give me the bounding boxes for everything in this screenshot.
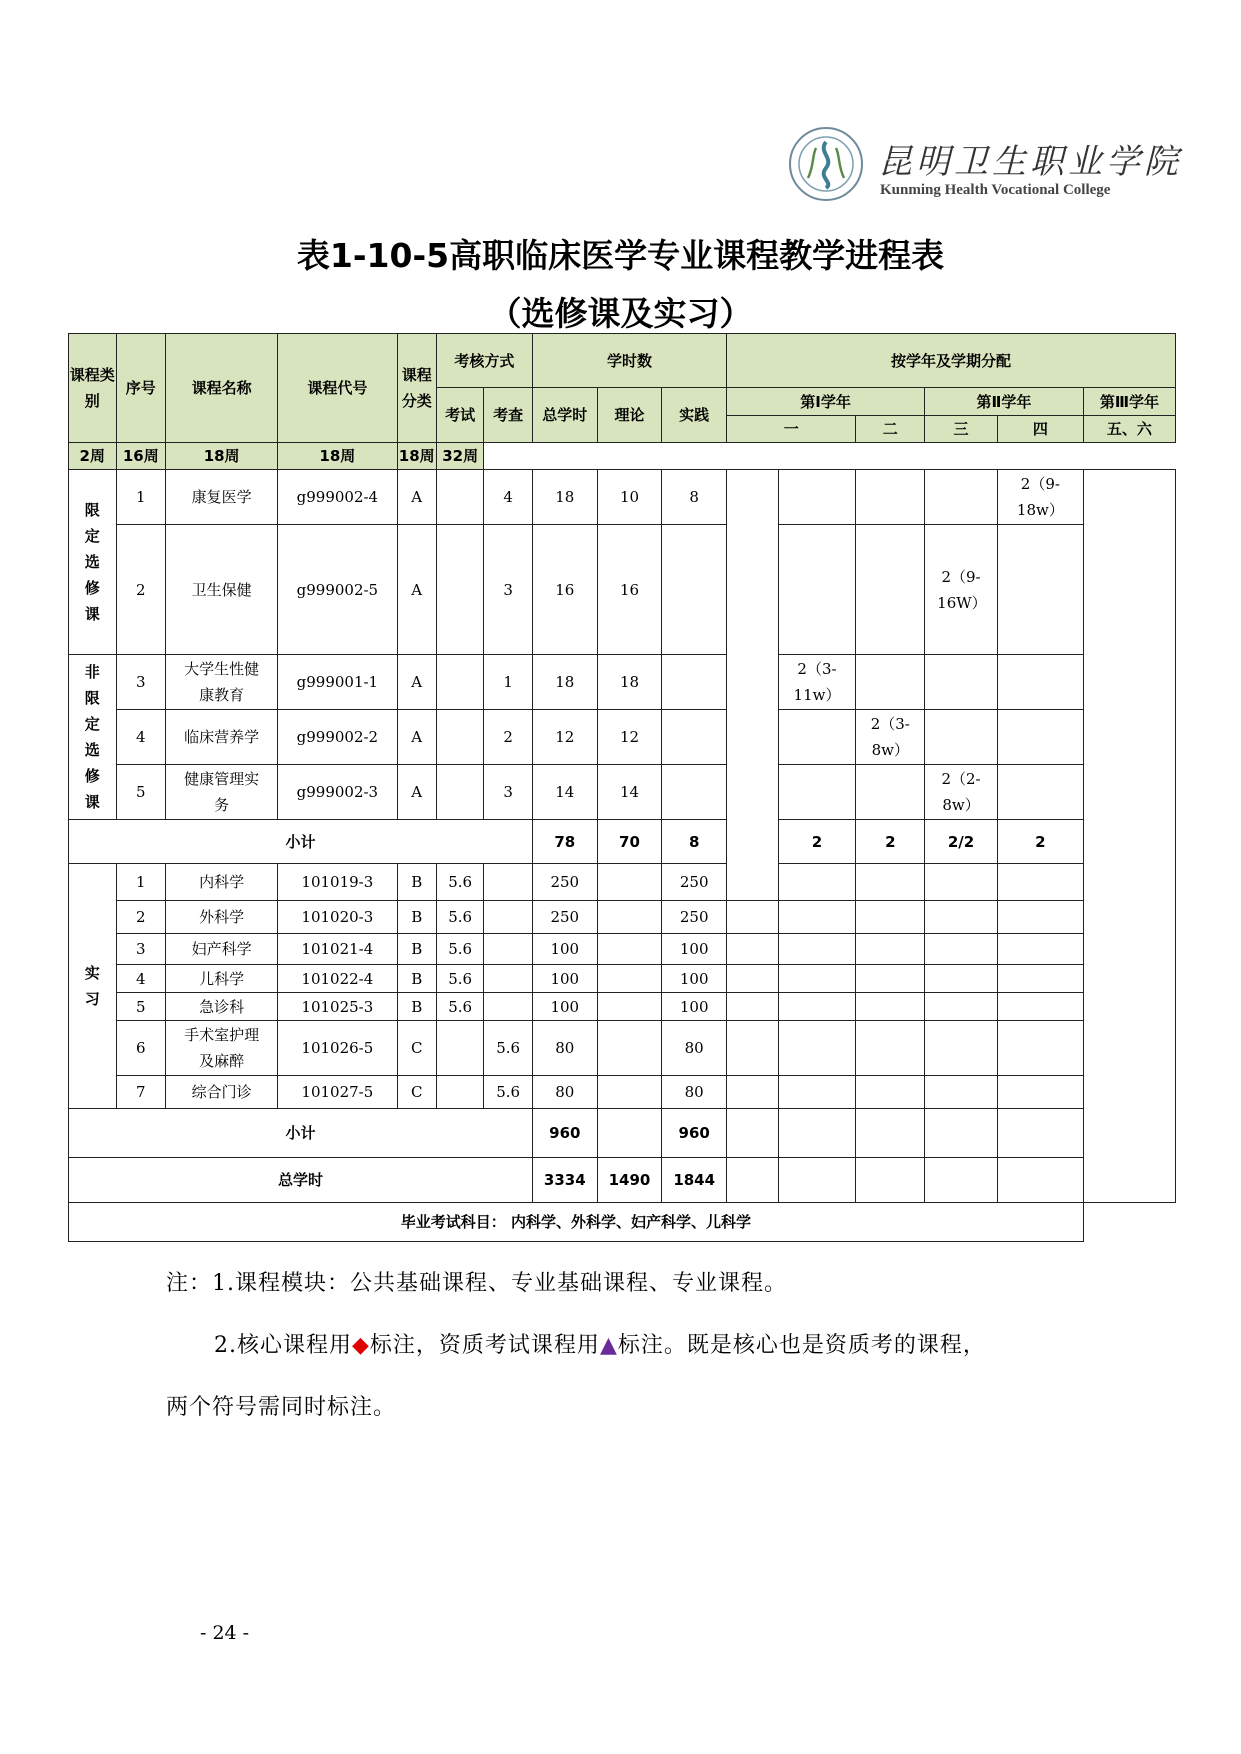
cell-exam: [436, 1076, 484, 1109]
header-distribution: 按学年及学期分配: [727, 334, 1176, 388]
cell-term-4: [997, 765, 1083, 820]
header-exam: 考试: [436, 388, 484, 443]
table-row: [69, 993, 1176, 1021]
cell-blank: [997, 864, 1083, 901]
header-row-1: [69, 334, 1176, 388]
cell-seq: 2: [116, 525, 166, 655]
cell-term-1: [778, 765, 856, 820]
cell-theory: [597, 993, 662, 1021]
cell-name: 大学生性健康教育: [166, 655, 278, 710]
cell-total: 80: [532, 1076, 597, 1109]
cell-blank: [925, 1158, 998, 1203]
cell-practice: 100: [662, 965, 727, 993]
subtotal-term-1: 2: [778, 820, 856, 864]
cell-check: [484, 901, 533, 934]
cell-code: 101025-3: [278, 993, 397, 1021]
cell-blank: [997, 1021, 1083, 1076]
grand-total-row: [69, 1158, 1176, 1203]
cell-term-1: [778, 710, 856, 765]
cell-blank: [856, 993, 925, 1021]
header-weeks-5: 18周: [397, 443, 436, 470]
cell-exam: 5.6: [436, 934, 484, 965]
cell-name: 急诊科: [166, 993, 278, 1021]
triangle-icon: ▲: [599, 1333, 618, 1358]
cell-blank: [997, 1076, 1083, 1109]
cell-blank: [997, 901, 1083, 934]
cell-term-3: 2（2-8w）: [925, 765, 998, 820]
subtotal-term-2: 2: [856, 820, 925, 864]
grand-total-label: 总学时: [69, 1158, 533, 1203]
cell-name: 临床营养学: [166, 710, 278, 765]
header-theory: 理论: [597, 388, 662, 443]
cell-practice: [662, 765, 727, 820]
cell-check: 3: [484, 765, 533, 820]
cell-blank: [856, 965, 925, 993]
cell-type: B: [397, 864, 436, 901]
cell-total: 100: [532, 934, 597, 965]
cell-practice: 8: [662, 470, 727, 525]
subtotal-theory: [597, 1109, 662, 1158]
cell-name: 内科学: [166, 864, 278, 901]
note-3: 两个符号需同时标注。: [166, 1395, 397, 1420]
group-nonlimited-elective: 非限定选修课: [69, 655, 117, 820]
note-1: 注：1.课程模块：公共基础课程、专业基础课程、专业课程。: [166, 1271, 787, 1296]
cell-term-1: [778, 470, 856, 525]
header-term-5-6: 五、六: [1083, 416, 1175, 443]
cell-type: A: [397, 655, 436, 710]
note-2-part-c: 标注。既是核心也是资质考的课程，: [617, 1333, 986, 1358]
cell-practice: 100: [662, 993, 727, 1021]
cell-seq: 3: [116, 934, 166, 965]
cell-seq: 2: [116, 901, 166, 934]
cell-check: 2: [484, 710, 533, 765]
header-type: 课程分类: [397, 334, 436, 443]
table-row: [69, 901, 1176, 934]
cell-blank: [856, 1021, 925, 1076]
cell-theory: 14: [597, 765, 662, 820]
cell-total: 12: [532, 710, 597, 765]
cell-blank: [925, 864, 998, 901]
cell-name: 卫生保健: [166, 525, 278, 655]
cell-blank: [727, 1109, 779, 1158]
header-year-2: 第Ⅱ学年: [925, 388, 1084, 416]
header-year-1: 第Ⅰ学年: [727, 388, 925, 416]
cell-term-3: [925, 470, 998, 525]
cell-name: 健康管理实务: [166, 765, 278, 820]
cell-total: 18: [532, 470, 597, 525]
cell-total: 80: [532, 1021, 597, 1076]
note-2: [214, 1328, 986, 1359]
cell-total: 16: [532, 525, 597, 655]
cell-blank: [856, 901, 925, 934]
cell-theory: [597, 965, 662, 993]
cell-blank: [925, 965, 998, 993]
cell-seq: 5: [116, 765, 166, 820]
cell-code: g999002-5: [278, 525, 397, 655]
header-hours: 学时数: [532, 334, 726, 388]
cell-blank: [925, 1076, 998, 1109]
subtotal-practice: 8: [662, 820, 727, 864]
cell-code: g999002-3: [278, 765, 397, 820]
cell-exam: [436, 525, 484, 655]
header-seq: 序号: [116, 334, 166, 443]
graduation-exam-subjects: 毕业考试科目： 内科学、外科学、妇产科学、儿科学: [69, 1203, 1084, 1242]
cell-type: A: [397, 525, 436, 655]
cell-type: C: [397, 1076, 436, 1109]
cell-type: A: [397, 470, 436, 525]
header-check: 考查: [484, 388, 533, 443]
group-internship: 实习: [69, 864, 117, 1109]
table-row: [69, 765, 1176, 820]
cell-blank: [925, 901, 998, 934]
cell-total: 250: [532, 864, 597, 901]
cell-name: 外科学: [166, 901, 278, 934]
cell-code: 101022-4: [278, 965, 397, 993]
cell-term-2: 2（3-8w）: [856, 710, 925, 765]
cell-term-3: 2（9-16W）: [925, 525, 998, 655]
subtotal-label: 小计: [69, 820, 533, 864]
table-row: [69, 934, 1176, 965]
cell-blank: [778, 1021, 856, 1076]
cell-practice: [662, 655, 727, 710]
subtotal-theory: 70: [597, 820, 662, 864]
header-name: 课程名称: [166, 334, 278, 443]
cell-blank: [856, 864, 925, 901]
table-row: [69, 525, 1176, 655]
cell-exam: [436, 710, 484, 765]
cell-exam: [436, 470, 484, 525]
cell-blank: [727, 901, 779, 934]
cell-exam: 5.6: [436, 864, 484, 901]
cell-seq: 4: [116, 965, 166, 993]
page-number: - 24 -: [200, 1622, 250, 1644]
cell-blank: [856, 934, 925, 965]
cell-type: B: [397, 965, 436, 993]
cell-type: A: [397, 765, 436, 820]
cell-blank: [778, 1158, 856, 1203]
cell-blank: [997, 965, 1083, 993]
cell-name: 儿科学: [166, 965, 278, 993]
cell-blank: [778, 993, 856, 1021]
header-weeks-2: 16周: [116, 443, 166, 470]
cell-practice: 80: [662, 1076, 727, 1109]
cell-term-4: [997, 655, 1083, 710]
cell-check: 4: [484, 470, 533, 525]
header-term-2: 二: [856, 416, 925, 443]
cell-blank: [856, 1076, 925, 1109]
cell-practice: [662, 710, 727, 765]
cell-blank: [997, 1109, 1083, 1158]
table-title: 表1-10-5高职临床医学专业课程教学进程表: [296, 236, 945, 275]
header-term-1: 一: [727, 416, 856, 443]
cell-exam: [436, 1021, 484, 1076]
cell-seq: 1: [116, 864, 166, 901]
table-row: [69, 1076, 1176, 1109]
cell-exam: 5.6: [436, 965, 484, 993]
cell-seq: 7: [116, 1076, 166, 1109]
header-practice: 实践: [662, 388, 727, 443]
cell-blank: [727, 1076, 779, 1109]
cell-blank: [727, 1021, 779, 1076]
header-term-4: 四: [997, 416, 1083, 443]
cell-practice: 250: [662, 901, 727, 934]
college-name-cn: 昆明卫生职业学院: [878, 142, 1182, 182]
table-row: [69, 864, 1176, 901]
college-name-en: Kunming Health Vocational College: [880, 182, 1111, 198]
cell-code: 101021-4: [278, 934, 397, 965]
table-row: [69, 1021, 1176, 1076]
header-weeks-4: 18周: [278, 443, 397, 470]
cell-theory: [597, 864, 662, 901]
cell-blank: [925, 1109, 998, 1158]
cell-blank: [925, 1021, 998, 1076]
header-weeks-6: 32周: [436, 443, 484, 470]
cell-type: B: [397, 934, 436, 965]
cell-term-1: 2（3-11w）: [778, 655, 856, 710]
cell-type: B: [397, 993, 436, 1021]
subtotal-total: 78: [532, 820, 597, 864]
cell-term-3: [925, 710, 998, 765]
cell-code: 101027-5: [278, 1076, 397, 1109]
cell-term-1: [778, 525, 856, 655]
college-seal-icon: [788, 126, 864, 202]
cell-blank: [778, 965, 856, 993]
subtotal-row: [69, 1109, 1176, 1158]
cell-term-5-6-blank: [1083, 470, 1175, 1203]
cell-theory: [597, 901, 662, 934]
header-term-3: 三: [925, 416, 998, 443]
cell-check: [484, 934, 533, 965]
college-logo: [788, 126, 1182, 206]
table-row: [69, 655, 1176, 710]
table-subtitle: （选修课及实习）: [488, 294, 753, 333]
cell-practice: 250: [662, 864, 727, 901]
cell-name: 妇产科学: [166, 934, 278, 965]
table-row: [69, 965, 1176, 993]
cell-seq: 5: [116, 993, 166, 1021]
cell-practice: 100: [662, 934, 727, 965]
cell-blank: [727, 993, 779, 1021]
cell-term-2: [856, 765, 925, 820]
course-schedule-table: [68, 333, 1176, 1242]
cell-code: 101019-3: [278, 864, 397, 901]
cell-name: 手术室护理及麻醉: [166, 1021, 278, 1076]
cell-total: 250: [532, 901, 597, 934]
cell-theory: [597, 1076, 662, 1109]
table-row: [69, 710, 1176, 765]
cell-blank: [778, 934, 856, 965]
cell-type: A: [397, 710, 436, 765]
subtotal-practice: 960: [662, 1109, 727, 1158]
cell-theory: 18: [597, 655, 662, 710]
cell-blank: [997, 934, 1083, 965]
cell-name: 综合门诊: [166, 1076, 278, 1109]
cell-blank: [778, 901, 856, 934]
cell-practice: 80: [662, 1021, 727, 1076]
cell-blank: [925, 993, 998, 1021]
cell-blank: [778, 1109, 856, 1158]
cell-check: 1: [484, 655, 533, 710]
cell-term-4: 2（9-18w）: [997, 470, 1083, 525]
cell-seq: 4: [116, 710, 166, 765]
cell-blank: [925, 934, 998, 965]
header-weeks-1: 2周: [69, 443, 117, 470]
cell-check: 5.6: [484, 1021, 533, 1076]
cell-exam: 5.6: [436, 993, 484, 1021]
cell-total: 100: [532, 965, 597, 993]
diamond-icon: ◆: [352, 1333, 370, 1358]
cell-type: B: [397, 901, 436, 934]
cell-code: g999001-1: [278, 655, 397, 710]
table-row: [69, 470, 1176, 525]
cell-term-2: [856, 470, 925, 525]
cell-total: 100: [532, 993, 597, 1021]
cell-blank: [997, 1158, 1083, 1203]
cell-code: g999002-4: [278, 470, 397, 525]
grand-total-theory: 1490: [597, 1158, 662, 1203]
cell-total: 18: [532, 655, 597, 710]
cell-code: 101026-5: [278, 1021, 397, 1076]
subtotal-total: 960: [532, 1109, 597, 1158]
cell-theory: 16: [597, 525, 662, 655]
note-2-part-a: 2.核心课程用: [214, 1333, 352, 1358]
cell-blank: [856, 1109, 925, 1158]
cell-theory: 12: [597, 710, 662, 765]
cell-seq: 1: [116, 470, 166, 525]
cell-code: 101020-3: [278, 901, 397, 934]
cell-theory: 10: [597, 470, 662, 525]
cell-practice: [662, 525, 727, 655]
cell-term-2: [856, 525, 925, 655]
cell-check: [484, 864, 533, 901]
cell-blank: [727, 965, 779, 993]
subtotal-label: 小计: [69, 1109, 533, 1158]
cell-term-2: [856, 655, 925, 710]
cell-blank: [727, 1158, 779, 1203]
cell-blank: [778, 1076, 856, 1109]
group-limited-elective: 限定选修课: [69, 470, 117, 655]
graduation-exam-row: [69, 1203, 1176, 1242]
header-row-4: [69, 443, 1176, 470]
cell-theory: [597, 934, 662, 965]
cell-check: 5.6: [484, 1076, 533, 1109]
cell-term-4: [997, 710, 1083, 765]
cell-exam: 5.6: [436, 901, 484, 934]
cell-exam: [436, 655, 484, 710]
grand-total-practice: 1844: [662, 1158, 727, 1203]
note-2-part-b: 标注，资质考试课程用: [369, 1333, 600, 1358]
cell-check: [484, 993, 533, 1021]
cell-blank: [778, 864, 856, 901]
subtotal-row: [69, 820, 1176, 864]
cell-seq: 6: [116, 1021, 166, 1076]
subtotal-term-3: 2/2: [925, 820, 998, 864]
cell-name: 康复医学: [166, 470, 278, 525]
header-exam-method: 考核方式: [436, 334, 532, 388]
cell-blank: [997, 993, 1083, 1021]
header-weeks-3: 18周: [166, 443, 278, 470]
subtotal-term-4: 2: [997, 820, 1083, 864]
grand-total-total: 3334: [532, 1158, 597, 1203]
cell-theory: [597, 1021, 662, 1076]
cell-week2-blank: [727, 470, 779, 901]
cell-total: 14: [532, 765, 597, 820]
cell-blank: [856, 1158, 925, 1203]
cell-blank: [727, 934, 779, 965]
cell-code: g999002-2: [278, 710, 397, 765]
cell-check: [484, 965, 533, 993]
cell-term-3: [925, 655, 998, 710]
cell-term-4: [997, 525, 1083, 655]
header-year-3: 第Ⅲ学年: [1083, 388, 1175, 416]
cell-exam: [436, 765, 484, 820]
cell-check: 3: [484, 525, 533, 655]
header-total: 总学时: [532, 388, 597, 443]
header-code: 课程代号: [278, 334, 397, 443]
header-category: 课程类别: [69, 334, 117, 443]
cell-type: C: [397, 1021, 436, 1076]
cell-seq: 3: [116, 655, 166, 710]
